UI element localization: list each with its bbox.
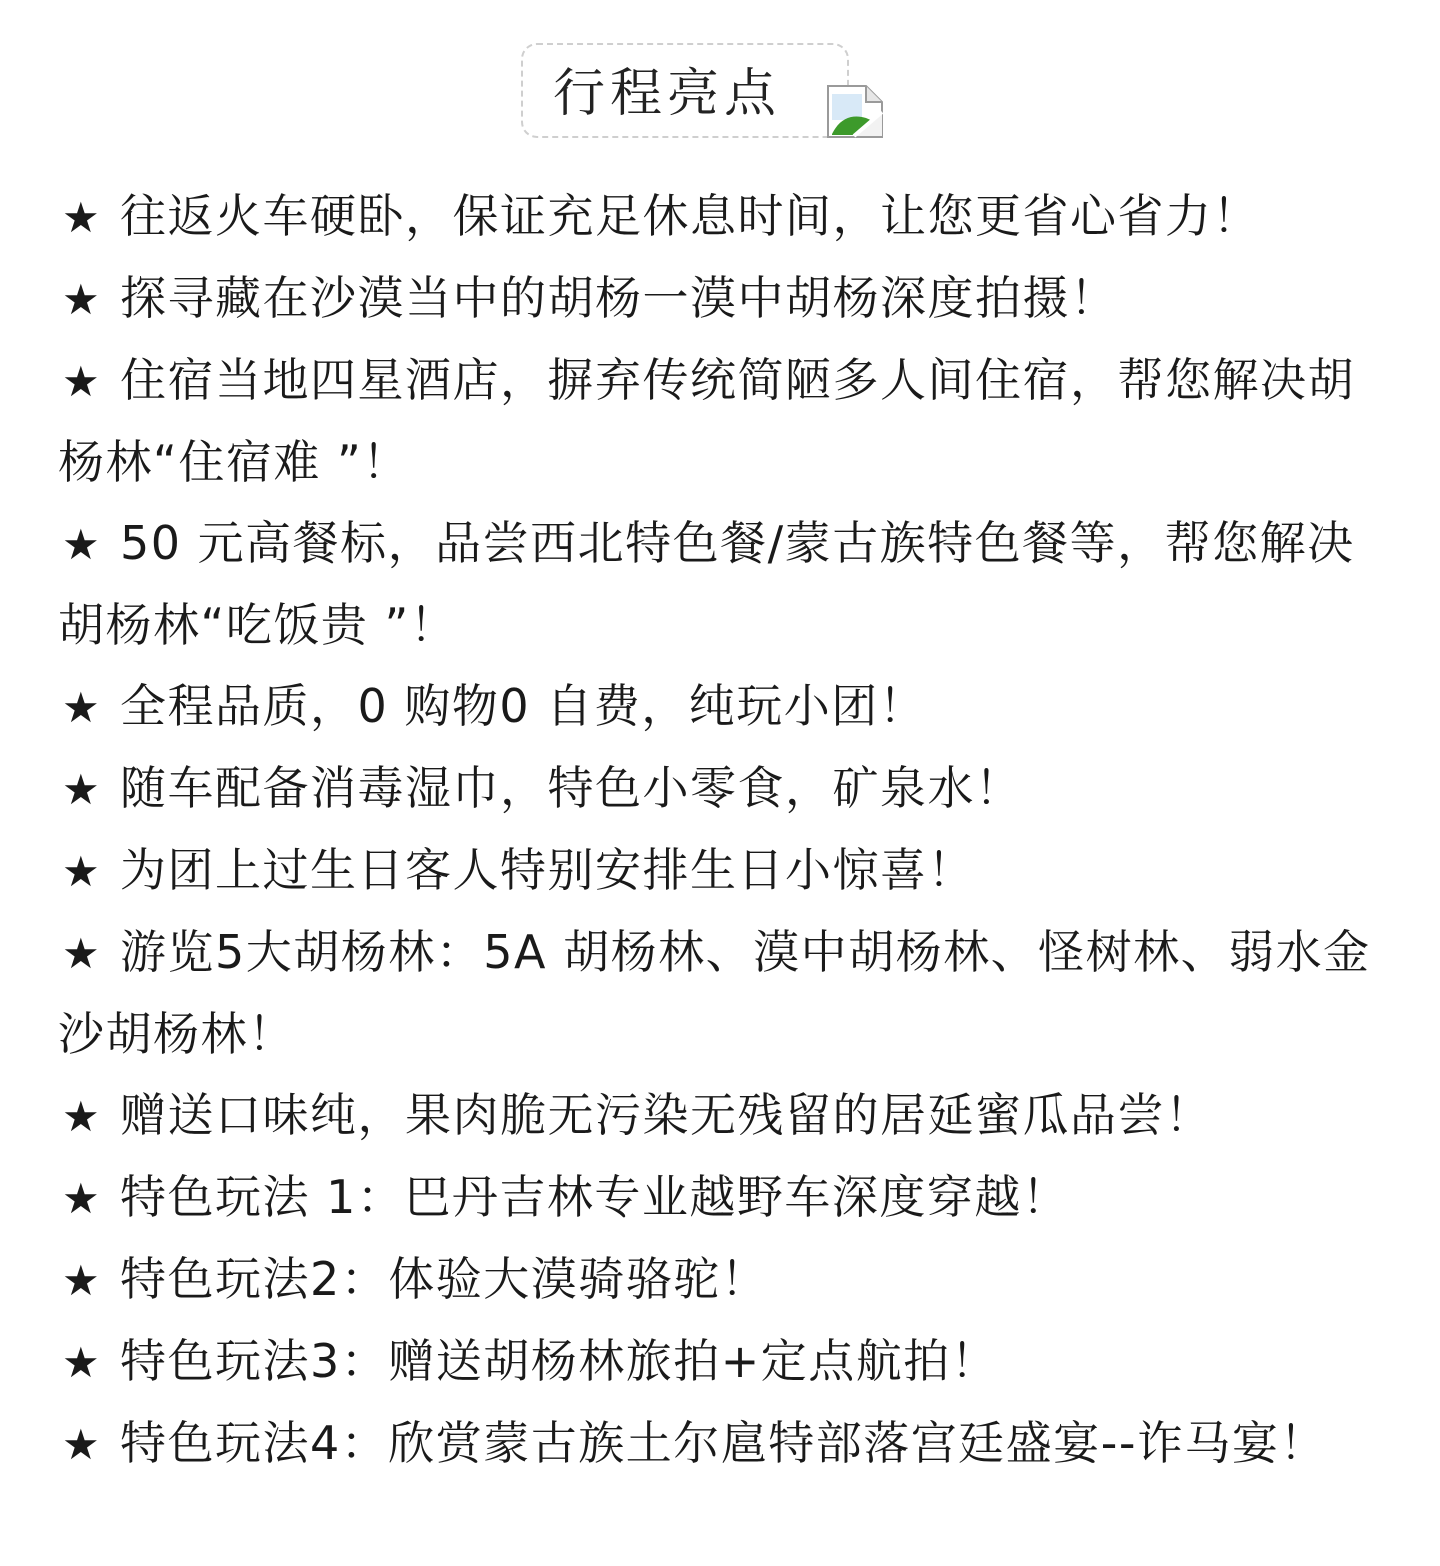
star-icon: ★ (62, 1256, 102, 1305)
star-icon: ★ (62, 847, 102, 896)
star-icon: ★ (62, 1420, 102, 1469)
highlight-text: 赠送口味纯，果肉脆无污染无残留的居延蜜瓜品尝！ (120, 1088, 1213, 1142)
highlight-text: 游览5大胡杨林：5A 胡杨林、漠中胡杨林、怪树林、弱水金沙胡杨林！ (58, 925, 1371, 1061)
highlight-item (58, 666, 1388, 748)
highlight-item (58, 176, 1388, 258)
highlight-item (58, 503, 1388, 666)
star-icon: ★ (62, 275, 102, 324)
highlight-item (58, 830, 1388, 912)
highlight-text: 特色玩法4：欣赏蒙古族土尔扈特部落宫廷盛宴--诈马宴！ (120, 1416, 1327, 1470)
highlight-item (58, 1321, 1388, 1403)
star-icon: ★ (62, 1174, 102, 1223)
highlight-item (58, 1403, 1388, 1485)
star-icon: ★ (62, 765, 102, 814)
highlight-text: 住宿当地四星酒店，摒弃传统简陋多人间住宿，帮您解决胡杨林“住宿难 ”！ (58, 353, 1355, 489)
highlight-item (58, 1157, 1388, 1239)
highlight-item (58, 1239, 1388, 1321)
broken-image-icon (826, 84, 884, 139)
highlight-text: 特色玩法 1：巴丹吉林专业越野车深度穿越！ (120, 1170, 1070, 1224)
section-title-box (521, 43, 849, 138)
highlight-text: 特色玩法3：赠送胡杨林旅拍+定点航拍！ (120, 1334, 999, 1388)
star-icon: ★ (62, 929, 102, 978)
highlight-item (58, 340, 1388, 503)
highlight-item (58, 1075, 1388, 1157)
highlight-text: 全程品质，0 购物0 自费，纯玩小团！ (120, 679, 927, 733)
highlight-item (58, 258, 1388, 340)
section-title: 行程亮点 (552, 64, 781, 124)
highlight-text: 往返火车硬卧，保证充足休息时间，让您更省心省力！ (120, 189, 1260, 243)
highlight-text: 探寻藏在沙漠当中的胡杨一漠中胡杨深度拍摄！ (120, 271, 1118, 325)
highlight-item (58, 912, 1388, 1075)
star-icon: ★ (62, 1338, 102, 1387)
star-icon: ★ (62, 683, 102, 732)
highlights-list (58, 176, 1388, 1485)
star-icon: ★ (62, 520, 102, 569)
star-icon: ★ (62, 1092, 102, 1141)
highlight-text: 为团上过生日客人特别安排生日小惊喜！ (120, 843, 975, 897)
star-icon: ★ (62, 193, 102, 242)
highlight-item (58, 748, 1388, 830)
highlight-text: 随车配备消毒湿巾，特色小零食，矿泉水！ (120, 761, 1023, 815)
highlight-text: 50 元高餐标，品尝西北特色餐/蒙古族特色餐等，帮您解决胡杨林“吃饭贵 ”！ (58, 516, 1355, 652)
highlight-text: 特色玩法2：体验大漠骑骆驼！ (120, 1252, 769, 1306)
star-icon: ★ (62, 357, 102, 406)
